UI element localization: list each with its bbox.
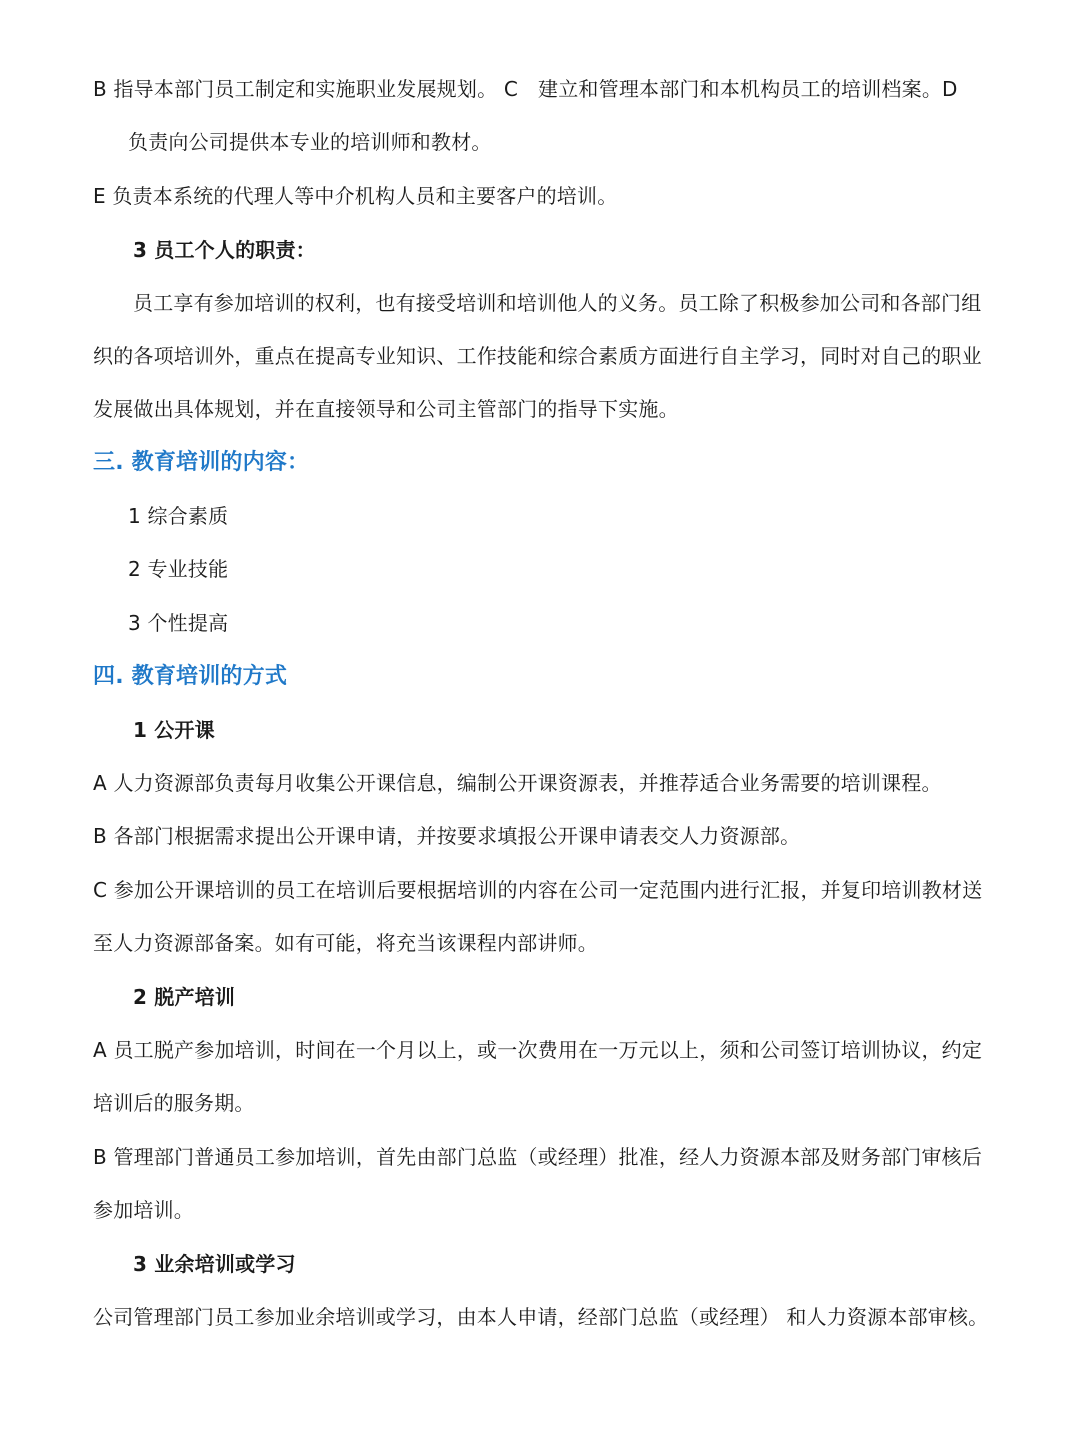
paragraph-line: B 管理部门普通员工参加培训，首先由部门总监（或经理）批准，经人力资源本部及财务部门审核后 [93,1145,983,1169]
paragraph-line: 织的各项培训外，重点在提高专业知识、工作技能和综合素质方面进行自主学习，同时对自己的职业 [93,344,982,368]
paragraph-line: A 员工脱产参加培训，时间在一个月以上，或一次费用在一万元以上，须和公司签订培训协议，约定 [93,1038,983,1062]
section-heading: 三. 教育培训的内容： [93,450,310,475]
paragraph-line: 参加培训。 [93,1198,194,1222]
subheading: 2 脱产培训 [133,985,236,1009]
line-segment: B 指导本部门员工制定和实施职业发展规划。 C [93,77,519,101]
paragraph-line: C 参加公开课培训的员工在培训后要根据培训的内容在公司一定范围内进行汇报，并复印培训教材送 [93,878,983,902]
line-segment: 建立和管理本部门和本机构员工的培训档案。D [538,77,958,101]
paragraph-line: A 人力资源部负责每月收集公开课信息，编制公开课资源表，并推荐适合业务需要的培训课程。 [93,771,942,795]
subheading: 3 员工个人的职责： [133,238,316,262]
paragraph-line [93,75,993,103]
paragraph-line: 员工享有参加培训的权利，也有接受培训和培训他人的义务。员工除了积极参加公司和各部门组 [133,291,982,315]
list-item: 1 综合素质 [128,504,229,528]
paragraph-line: E 负责本系统的代理人等中介机构人员和主要客户的培训。 [93,184,618,208]
paragraph-line: 发展做出具体规划，并在直接领导和公司主管部门的指导下实施。 [93,397,679,421]
section-heading: 四. 教育培训的方式 [93,664,288,689]
list-item: 3 个性提高 [128,611,229,635]
paragraph-line: 公司管理部门员工参加业余培训或学习，由本人申请，经部门总监（或经理） 和人力资源本部审核。 [93,1305,989,1329]
subheading: 3 业余培训或学习 [133,1252,296,1276]
paragraph-line: 至人力资源部备案。如有可能，将充当该课程内部讲师。 [93,931,598,955]
list-item: 2 专业技能 [128,557,229,581]
paragraph-line: B 各部门根据需求提出公开课申请，并按要求填报公开课申请表交人力资源部。 [93,824,801,848]
paragraph-line: 负责向公司提供本专业的培训师和教材。 [128,130,492,154]
subheading: 1 公开课 [133,718,215,742]
paragraph-line: 培训后的服务期。 [93,1091,255,1115]
